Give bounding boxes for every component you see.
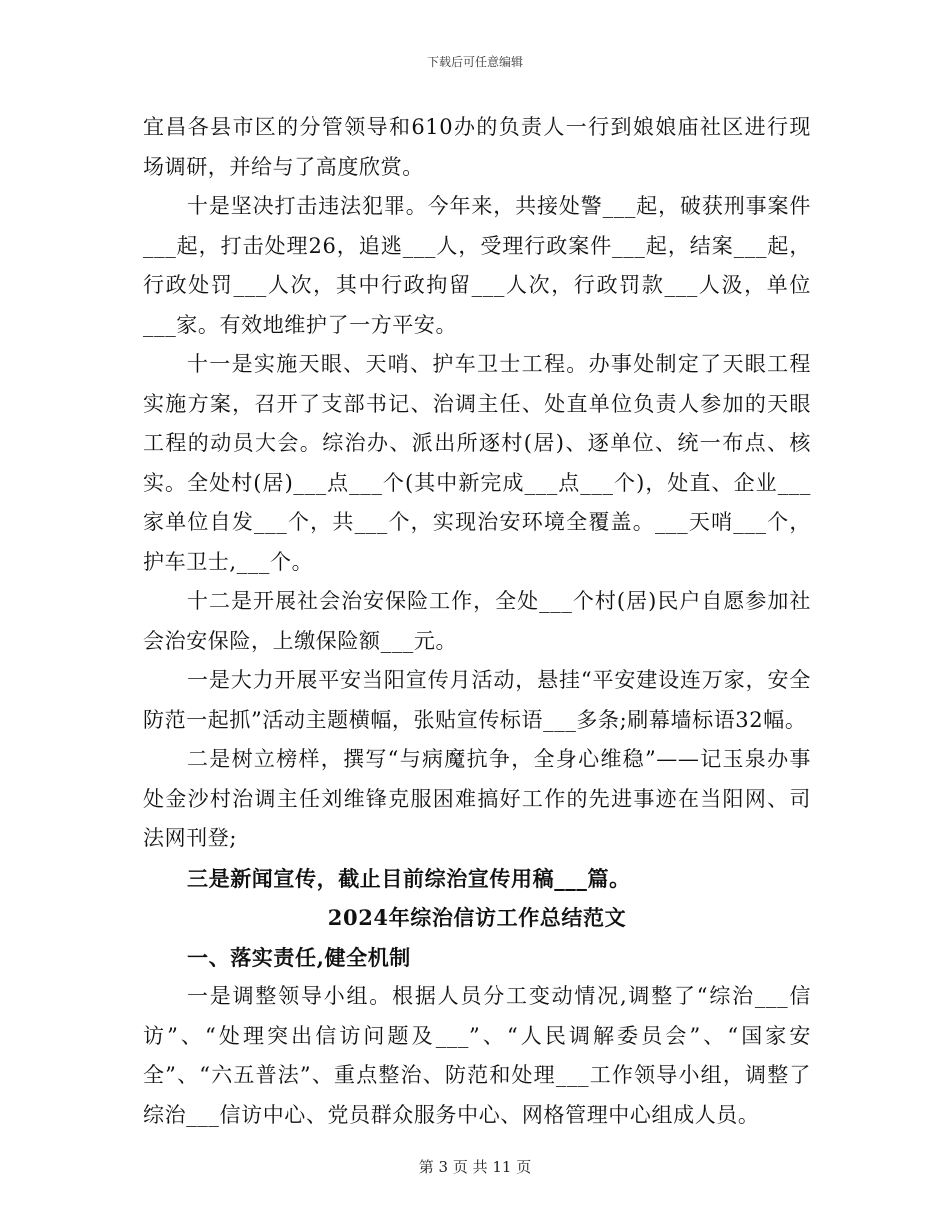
- document-body: [143, 108, 811, 1135]
- paragraph-item-12: 十二是开展社会治安保险工作，全处___个村(居)民户自愿参加社会治安保险，上缴保险额___元。: [143, 589, 811, 653]
- header-note: 下载后可任意编辑: [426, 55, 523, 69]
- paragraph-publicity-2: 二是树立榜样，撰写“与病魔抗争，全身心维稳”——记玉泉办事处金沙村治调主任刘维锋克服困难搞好工作的先进事迹在当阳网、司法网刊登;: [143, 747, 811, 850]
- paragraph-item-10: 十是坚决打击违法犯罪。今年来，共接处警___起，破获刑事案件___起，打击处理26，追逃___人，受理行政案件___起，结案___起，行政处罚___人次，其中行政拘留___人次，行政罚款___人汲，单位___家。有效地维护了一方平安。: [143, 194, 811, 337]
- paragraph-leadership-group: 一是调整领导小组。根据人员分工变动情况,调整了“综治___信访”、“处理突出信访问题及___”、“人民调解委员会”、“国家安全”、“六五普法”、重点整治、防范和处理___工作领导小组，调整了综治___信访中心、党员群众服务中心、网格管理中心组成人员。: [143, 984, 811, 1127]
- paragraph-continuation: 宜昌各县市区的分管领导和610办的负责人一行到娘娘庙社区进行现场调研，并给与了高度欣赏。: [143, 115, 811, 179]
- document-title: 2024年综治信访工作总结范文: [327, 905, 627, 930]
- page-number: 第 3 页 共 11 页: [418, 1158, 532, 1176]
- paragraph-item-11: 十一是实施天眼、天哨、护车卫士工程。办事处制定了天眼工程实施方案，召开了支部书记、治调主任、处直单位负责人参加的天眼工程的动员大会。综治办、派出所逐村(居)、逐单位、统一布点、核实。全处村(居)___点___个(其中新完成___点___个)，处直、企业___家单位自发___个，共___个，实现治安环境全覆盖。___天哨___个，护车卫士,___个。: [143, 352, 811, 574]
- section-heading-1: 一、落实责任,健全机制: [187, 944, 411, 970]
- paragraph-publicity-3: 三是新闻宣传，截止目前综治宣传用稿___篇。: [187, 865, 631, 891]
- paragraph-publicity-1: 一是大力开展平安当阳宣传月活动，悬挂“平安建设连万家，安全防范一起抓”活动主题横幅，张贴宣传标语___多条;刷幕墙标语32幅。: [143, 668, 811, 732]
